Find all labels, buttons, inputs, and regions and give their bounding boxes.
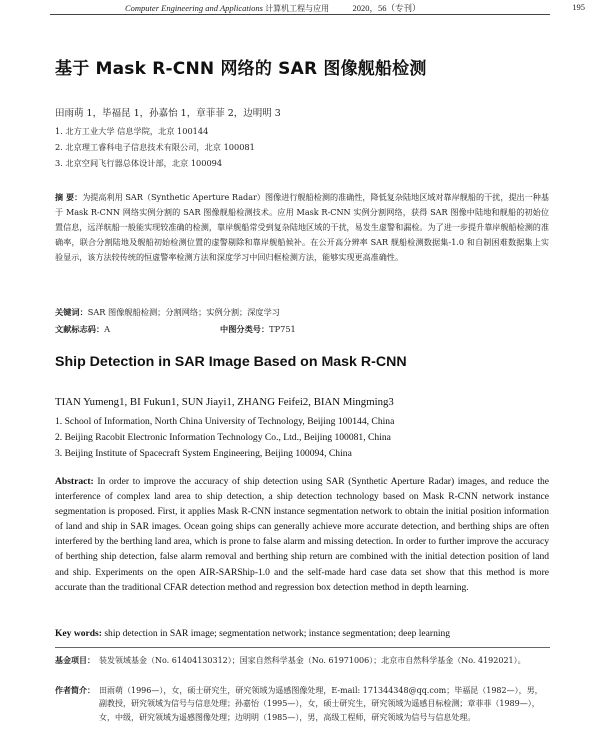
- class-number-label: 中图分类号：: [220, 324, 270, 334]
- abstract-en-text: In order to improve the accuracy of ship detection using SAR (Synthetic Aperture Radar) images, and reduce the interference of complex land area to ship detection, a ship detection technology based on Mask R-CNN network instance segmentation is proposed. First, it applies Mask R-CNN instance segmentation network to obtain the initial position information of land and ship in SAR images. Ocean going ships can generally achieve more accurate detection, and berthing ships are often interfered by the berthing land area, which is prone to false alarm and missing detection. In order to further improve the accuracy of berthing ship detection, false alarm removal and berthing ship return are combined with the initial detection position of land and ship. Experiments on the open AIR-SARShip-1.0 and the self-made hard case data set show that this method is more accurate than the traditional CFAR detection method and regression box detection method in depth learning.: [55, 476, 549, 593]
- abstract-cn-text: 为提高利用 SAR（Synthetic Aperture Radar）图像进行舰船检测的准确性，降低复杂陆地区域对靠岸舰船的干扰，提出一种基于 Mask R-CNN 网络实例分割的 SAR 图像舰船检测技术。应用 Mask R-CNN 实例分割网络，获得 SAR 图像中陆地和舰船的初始位置信息，远洋航船一般能实现较准确的检测，靠岸舰船常受到复杂陆地区域的干扰，易发生虚警和漏检。为了进一步提升靠岸舰船检测的准确率，联合分割陆地及舰船初始检测位置的虚警剔除和靠岸舰船候补。在公开高分辨率 SAR 舰船检测数据集-1.0 和自制困难数据集上实验显示，该方法较传统的恒虚警率检测方法和深度学习中回归框检测方法，能够实现更高准确性。: [55, 192, 549, 263]
- authors-cn: 田雨萌 1，毕福昆 1，孙嘉怡 1，章菲菲 2，边明明 3: [55, 108, 281, 119]
- abstract-cn: [55, 190, 549, 265]
- author-bio-footnote: [55, 684, 550, 724]
- doc-code-label: 文献标志码：: [55, 324, 105, 334]
- keywords-cn-text: SAR 图像舰船检测；分割网络；实例分割；深度学习: [87, 307, 280, 317]
- affiliation-cn-2: 2. 北京理工睿科电子信息技术有限公司，北京 100081: [55, 142, 255, 152]
- journal-name-cn: 计算机工程与应用: [265, 4, 330, 13]
- page-number: 195: [572, 2, 585, 12]
- affiliation-en-1: 1. School of Information, North China University of Technology, Beijing 100144, China: [55, 416, 395, 427]
- affiliation-cn-3: 3. 北京空间飞行器总体设计部，北京 100094: [55, 158, 223, 168]
- keywords-en-text: ship detection in SAR image; segmentation network; instance segmentation; deep learning: [104, 628, 451, 639]
- doc-meta-cn: [55, 324, 296, 335]
- running-header: [125, 2, 585, 14]
- funding-footnote: [55, 654, 550, 667]
- keywords-cn-label: 关键词：: [55, 307, 88, 317]
- abstract-en-label: Abstract:: [55, 476, 94, 487]
- affiliation-en-3: 3. Beijing Institute of Spacecraft System Engineering, Beijing 100094, China: [55, 448, 352, 459]
- funding-label: 基金项目：: [55, 656, 95, 665]
- header-rule: [50, 14, 550, 15]
- author-bio-label: 作者简介：: [55, 686, 95, 695]
- footnote-separator: [55, 647, 550, 648]
- keywords-cn: [55, 307, 280, 318]
- funding-text: 装发领域基金（No. 61404130312）；国家自然科学基金（No. 61971006）；北京市自然科学基金（No. 4192021）。: [99, 656, 526, 665]
- authors-en: TIAN Yumeng1, BI Fukun1, SUN Jiayi1, ZHANG Feifei2, BIAN Mingming3: [55, 396, 394, 408]
- author-bio-text: 田雨萌（1996—），女，硕士研究生，研究领域为遥感图像处理，E-mail: 171344348@qq.com；毕福昆（1982—），男，副教授，研究领域为信号与信息处理；孙嘉怡（1995—），女，硕士研究生，研究领域为遥感目标检测；章菲菲（1989—），女，中级，研究领域为遥感图像处理；边明明（1985—），男，高级工程师，研究领域为信号与信息处理。: [99, 686, 543, 722]
- keywords-en: [55, 628, 450, 639]
- affiliation-en-2: 2. Beijing Racobit Electronic Information Technology Co., Ltd., Beijing 100081, China: [55, 432, 391, 443]
- journal-issue: 2020，56（专刊）: [352, 3, 421, 13]
- abstract-cn-label: 摘 要：: [55, 192, 83, 202]
- abstract-en: [55, 474, 549, 595]
- journal-name-en: Computer Engineering and Applications: [125, 3, 263, 13]
- title-cn: 基于 Mask R-CNN 网络的 SAR 图像舰船检测: [55, 59, 427, 79]
- keywords-en-label: Key words:: [55, 628, 102, 639]
- title-en: Ship Detection in SAR Image Based on Mask R-CNN: [55, 354, 407, 370]
- affiliation-cn-1: 1. 北方工业大学 信息学院，北京 100144: [55, 126, 209, 136]
- doc-code: A: [104, 324, 111, 334]
- class-number: TP751: [269, 324, 296, 334]
